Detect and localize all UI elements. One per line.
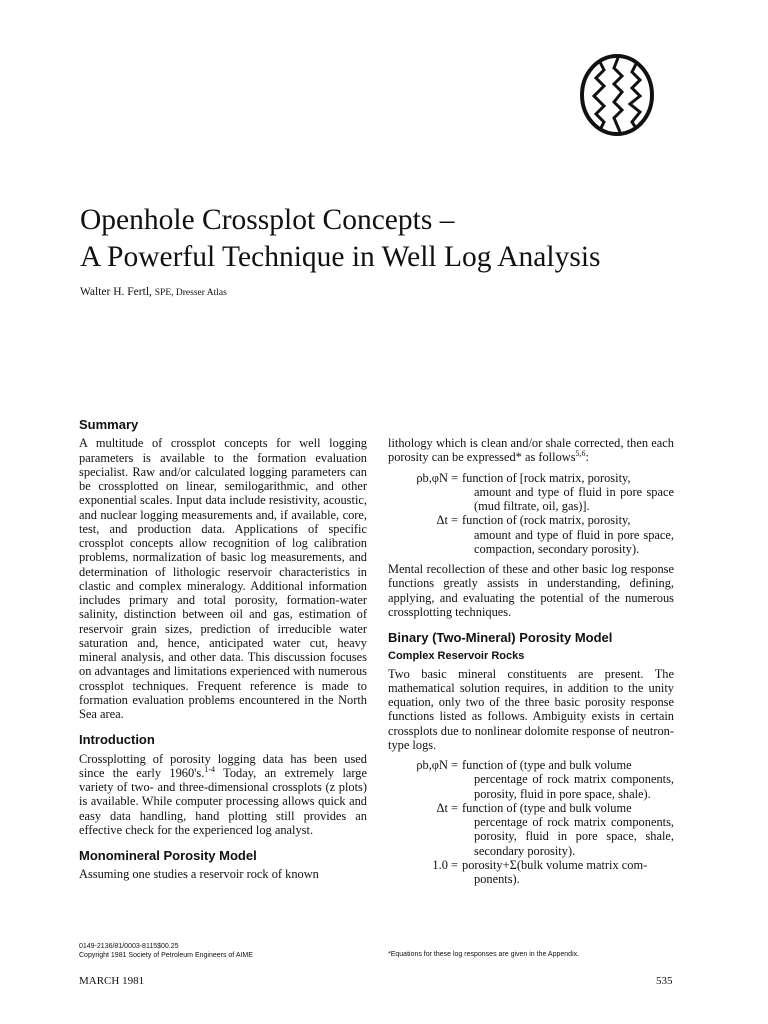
- footer-copyright: Copyright 1981 Society of Petroleum Engineers of AIME: [79, 952, 253, 959]
- equation-rhs: function of (type and bulk volume: [462, 758, 632, 772]
- equation: [388, 758, 674, 801]
- right-intro-ref: 5,6: [575, 449, 586, 459]
- equation-block-2: [388, 758, 674, 886]
- equation-lhs: Δt =: [436, 513, 458, 528]
- lithology-paragraph: [388, 436, 674, 465]
- binary-paragraph: Two basic mineral constituents are present. The mathematical solution requires, in addition to the unity equation, only two of the three basic porosity response functions listed as follows. Ambiguity exists in certain crossplots due to nonlinear dolomite response of neutron-type logs.: [388, 666, 674, 752]
- intro-ref: 1-4: [204, 764, 215, 774]
- monomineral-heading: Monomineral Porosity Model: [79, 848, 257, 863]
- mental-paragraph: Mental recollection of these and other basic log response functions greatly assists in understanding, defining, applying, and evaluating the potential of the numerous crossplotting techniques.: [388, 562, 674, 619]
- equation: [388, 801, 674, 858]
- footer-code: 0149-2136/81/0003-8115$00.25: [79, 943, 179, 950]
- equation-cont: percentage of rock matrix components, porosity, fluid in pore space, shale).: [474, 772, 674, 801]
- author-line: [80, 286, 227, 298]
- equation: [388, 858, 674, 887]
- right-intro-a: lithology which is clean and/or shale corrected, then each porosity can be expressed* as follows: [388, 436, 674, 465]
- equation-lhs: ρb,φN =: [416, 470, 458, 485]
- equation-lhs: Δt =: [436, 800, 458, 815]
- equation-cont: ponents).: [474, 872, 520, 886]
- equation: [388, 513, 674, 556]
- summary-paragraph: A multitude of crossplot concepts for well logging parameters is available to the formation evaluation specialist. Raw and/or calculated logging parameters can be crossplotted on linear, semilogarithmic, and other exponential scales. Input data include resistivity, acoustic, and nuclear logging measurements and, if available, core, test, and production data. Applications of specific crossplot concepts allow recognition of log calibration problems, normalization of basic log measurements, and determination of lithologic reservoir characteristics in clastic and complex mineralogy. Additional information includes primary and total porosity, formation-water salinity, distinction between oil and gas, estimation of reservoir grain sizes, prediction of irreducible water saturation and, hence, anticipated water cut, heavy mineral analysis, and other data. This discussion focuses on advantages and limitations experienced with numerous crossplot techniques. Frequent reference is made to formation evaluation problems encountered in the North Sea area.: [79, 436, 367, 721]
- intro-text-a: Crossplotting of porosity logging data has been used since the early 1960's.: [79, 751, 367, 780]
- equation-lhs: ρb,φN =: [416, 758, 458, 772]
- intro-text-b: Today, an extremely large variety of two- and three-dimensional crossplots (z plots) is available. While computer processing allows quick and easy data handling, hand plotting still provides an effective check for the experienced log analyst.: [79, 765, 367, 837]
- right-column: [388, 436, 674, 892]
- equation: [388, 471, 674, 514]
- equation-rhs: porosity+Σ(bulk volume matrix com-: [462, 857, 648, 872]
- equation-rhs: function of [rock matrix, porosity,: [462, 470, 631, 485]
- footnote: *Equations for these log responses are given in the Appendix.: [388, 951, 580, 958]
- monomineral-paragraph: Assuming one studies a reservoir rock of known: [79, 867, 319, 882]
- paper-title: [80, 202, 700, 276]
- introduction-paragraph: [79, 752, 367, 838]
- left-column: [79, 418, 367, 882]
- page-number: 535: [656, 975, 673, 987]
- equation-cont: amount and type of fluid in pore space (mud filtrate, oil, gas)].: [474, 484, 674, 513]
- complex-reservoir-heading: Complex Reservoir Rocks: [388, 650, 525, 663]
- equation-rhs: function of (type and bulk volume: [462, 800, 632, 815]
- equation-rhs: function of (rock matrix, porosity,: [462, 513, 631, 528]
- summary-heading: Summary: [79, 417, 139, 432]
- binary-heading: Binary (Two-Mineral) Porosity Model: [388, 630, 613, 645]
- issue-date: MARCH 1981: [79, 975, 145, 987]
- equation-block-1: [388, 471, 674, 557]
- author-name: Walter H. Fertl,: [80, 286, 152, 298]
- title-line-1: Openhole Crossplot Concepts –: [80, 204, 455, 236]
- copyright-block: [79, 942, 253, 960]
- title-line-2: A Powerful Technique in Well Log Analysis: [80, 241, 601, 273]
- equation-cont: percentage of rock matrix components, porosity, fluid in pore space, shale, secondary porosity).: [474, 815, 674, 858]
- introduction-heading: Introduction: [79, 732, 155, 748]
- equation-cont: amount and type of fluid in pore space, compaction, secondary porosity).: [474, 527, 674, 556]
- spe-logo: [578, 52, 656, 138]
- right-intro-b: :: [585, 450, 589, 465]
- author-affiliation: SPE, Dresser Atlas: [154, 288, 227, 298]
- equation-lhs: 1.0 =: [432, 857, 458, 872]
